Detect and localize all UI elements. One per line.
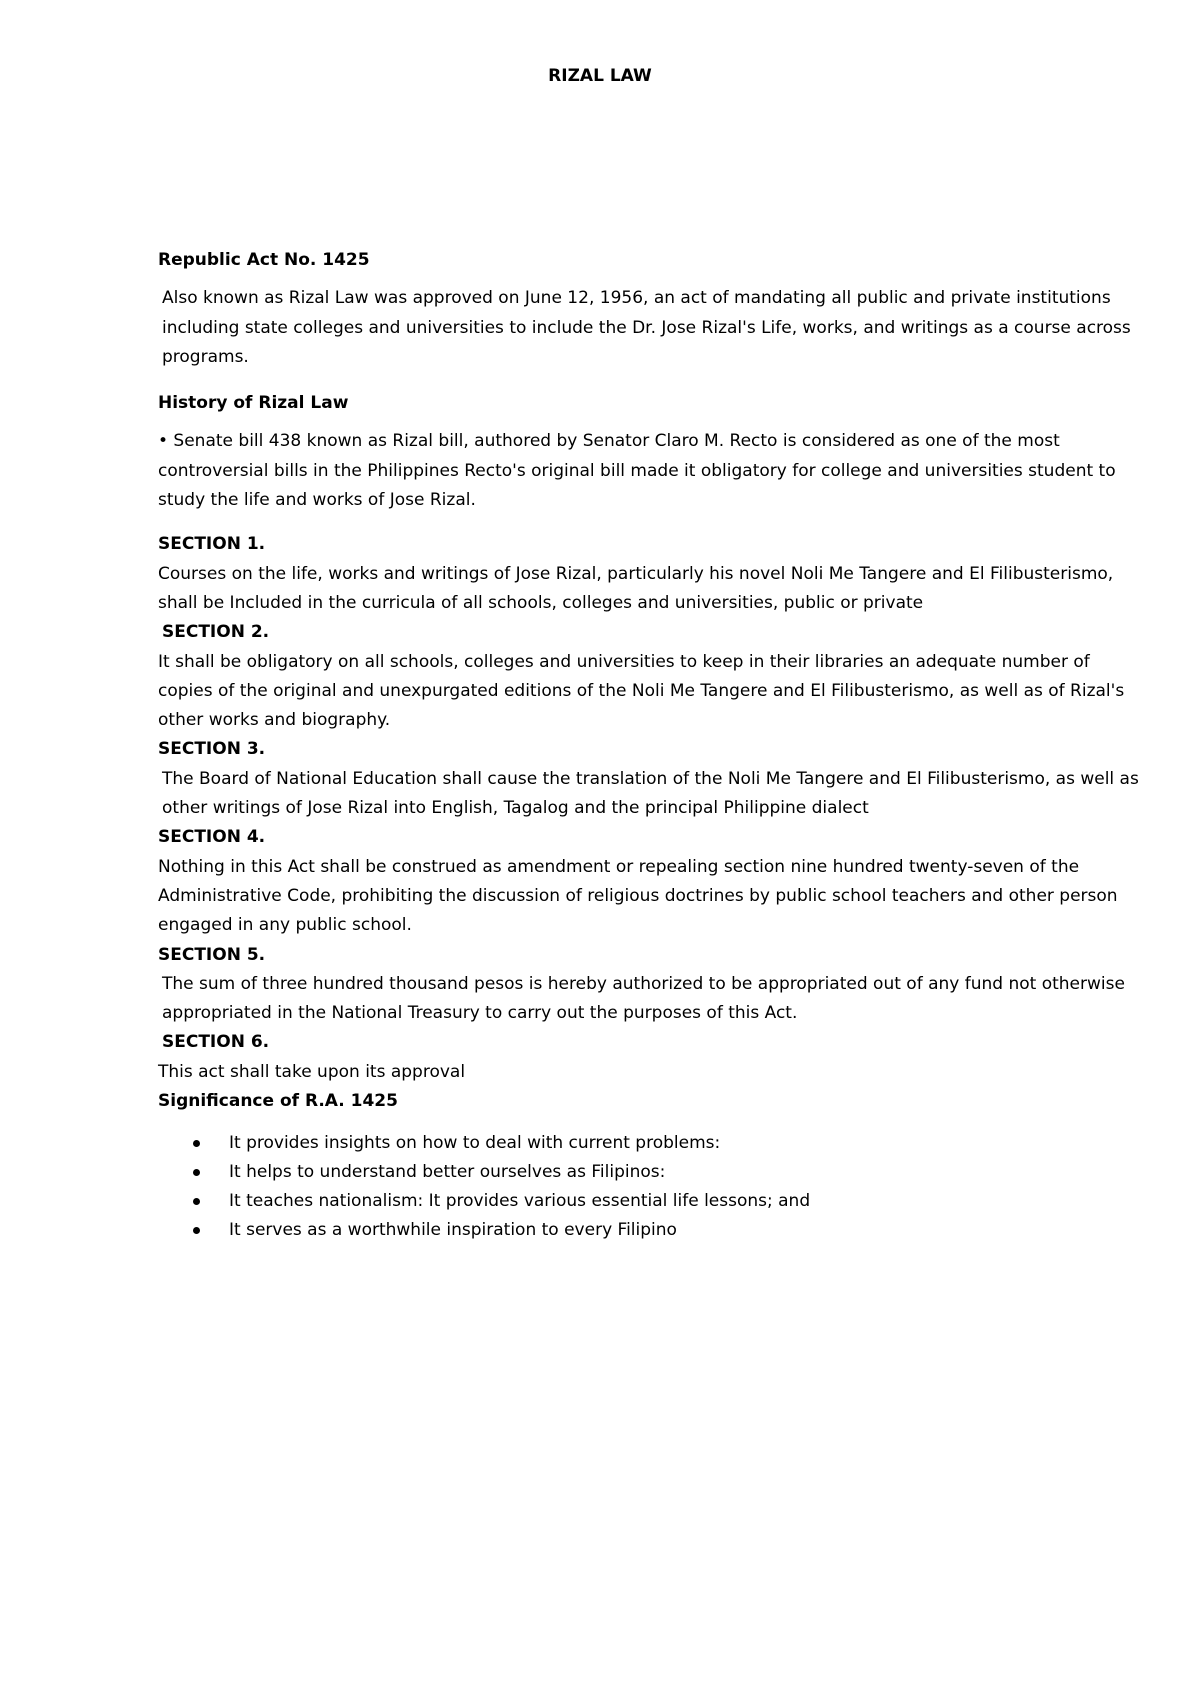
significance-list xyxy=(158,1129,1148,1245)
document-body xyxy=(158,246,1148,1245)
section-2-heading: SECTION 2. xyxy=(162,622,270,643)
section-4-heading: SECTION 4. xyxy=(158,827,266,848)
bullet-icon xyxy=(193,1198,200,1205)
section-1-heading: SECTION 1. xyxy=(158,534,266,555)
section-3-text: The Board of National Education shall cause the translation of the Noli Me Tangere and El Filibusterismo, as well as other writings of Jose Rizal into English, Tagalog and the principal Philippine dialect xyxy=(162,768,1139,819)
history-heading: History of Rizal Law xyxy=(158,393,349,414)
intro-paragraph: Also known as Rizal Law was approved on June 12, 1956, an act of mandating all public and private institutions including state colleges and universities to include the Dr. Jose Rizal's Life, works, and writings as a course across programs. xyxy=(162,288,1131,367)
significance-heading: Significance of R.A. 1425 xyxy=(158,1091,398,1112)
list-item xyxy=(158,1129,1148,1158)
section-6-text: This act shall take upon its approval xyxy=(158,1061,466,1082)
list-item-text: It provides insights on how to deal with current problems: xyxy=(229,1133,721,1154)
section-1-text: Courses on the life, works and writings of Jose Rizal, particularly his novel Noli Me Tangere and El Filibusterismo, shall be Included in the curricula of all schools, colleges and universities, public or private xyxy=(158,563,1114,613)
list-item xyxy=(158,1216,1148,1245)
section-5-heading: SECTION 5. xyxy=(158,944,266,965)
section-3-heading: SECTION 3. xyxy=(158,739,266,760)
list-item-text: It teaches nationalism: It provides various essential life lessons; and xyxy=(229,1191,811,1212)
list-item xyxy=(158,1187,1148,1216)
section-6-heading: SECTION 6. xyxy=(162,1032,270,1053)
document-title: RIZAL LAW xyxy=(548,66,652,86)
list-item xyxy=(158,1158,1148,1187)
republic-act-heading: Republic Act No. 1425 xyxy=(158,250,370,270)
section-5-text: The sum of three hundred thousand pesos is hereby authorized to be appropriated out of any fund not otherwise appropriated in the National Treasury to carry out the purposes of this Act. xyxy=(162,973,1125,1024)
bullet-icon xyxy=(193,1140,200,1147)
list-item-text: It serves as a worthwhile inspiration to every Filipino xyxy=(229,1220,677,1241)
bullet-icon xyxy=(193,1227,200,1234)
section-2-text: It shall be obligatory on all schools, colleges and universities to keep in their libraries an adequate number of copies of the original and unexpurgated editions of the Noli Me Tangere and El Filibusterismo, as well as of Rizal's other works and biography. xyxy=(158,651,1125,731)
bullet-icon xyxy=(193,1169,200,1176)
list-item-text: It helps to understand better ourselves as Filipinos: xyxy=(229,1162,666,1183)
history-paragraph: • Senate bill 438 known as Rizal bill, authored by Senator Claro M. Recto is considered as one of the most controversial bills in the Philippines Recto's original bill made it obligatory for college and universities student to study the life and works of Jose Rizal. xyxy=(158,431,1116,511)
section-4-text: Nothing in this Act shall be construed as amendment or repealing section nine hundred twenty-seven of the Administrative Code, prohibiting the discussion of religious doctrines by public school teachers and other person engaged in any public school. xyxy=(158,856,1118,936)
